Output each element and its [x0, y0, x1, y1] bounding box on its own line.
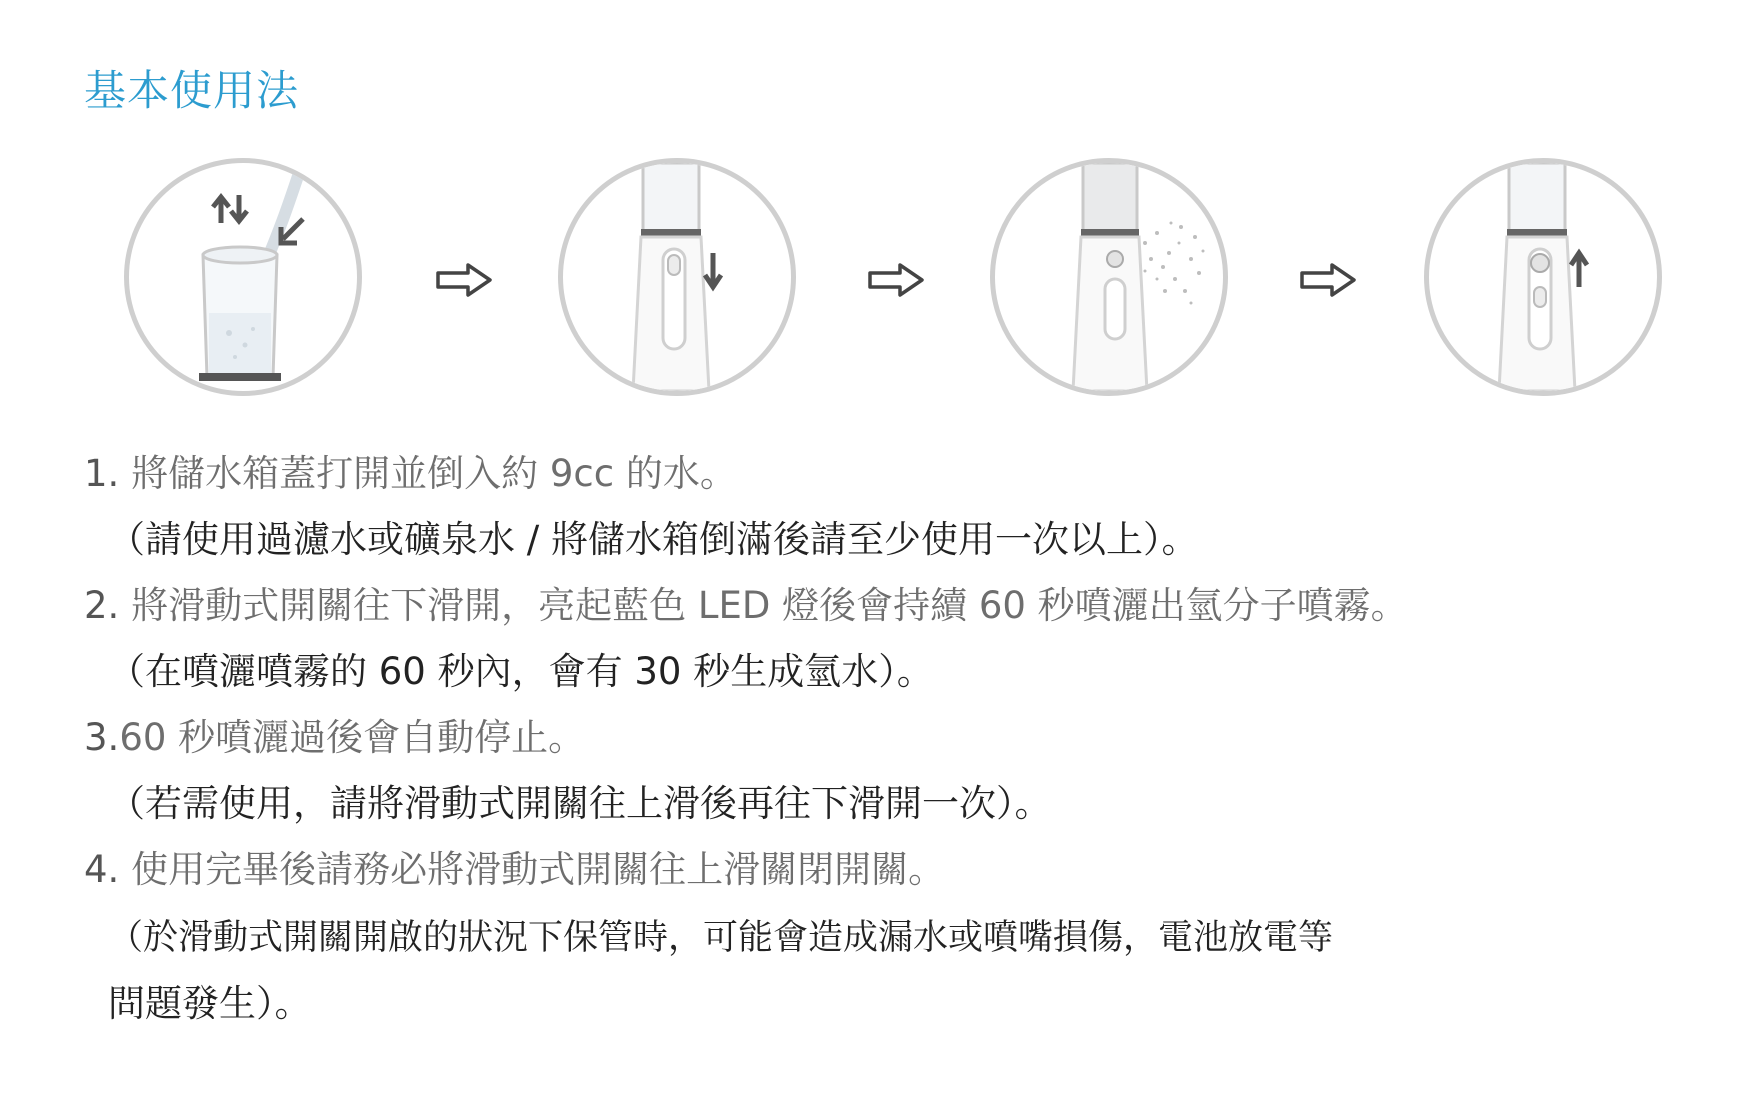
instruction-number: 2. — [84, 584, 120, 627]
mist-spray-icon — [995, 163, 1223, 391]
instruction-text: 將儲水箱蓋打開並倒入約 9cc 的水。 — [131, 452, 737, 495]
instruction-1 — [84, 452, 737, 496]
instruction-text: 將滑動式開關往下滑開，亮起藍色 LED 燈後會持續 60 秒噴灑出氫分子噴霧。 — [131, 584, 1408, 627]
page-title: 基本使用法 — [84, 66, 300, 115]
slide-switch-down-icon — [563, 163, 791, 391]
arrow-right-icon — [434, 262, 494, 298]
water-pour-glass-icon — [129, 163, 357, 391]
steps-illustration — [0, 158, 1763, 408]
step-4-circle — [1424, 158, 1662, 396]
instruction-number: 4. — [84, 848, 120, 891]
instruction-text: 60 秒噴灑過後會自動停止。 — [119, 716, 586, 759]
step-2-circle — [558, 158, 796, 396]
slide-switch-up-icon — [1429, 163, 1657, 391]
arrow-right-icon — [1298, 262, 1358, 298]
instruction-number: 3. — [84, 716, 120, 759]
step-3-circle — [990, 158, 1228, 396]
step-1-circle — [124, 158, 362, 396]
instruction-3-note: （若需使用，請將滑動式開關往上滑後再往下滑開一次）。 — [108, 782, 1052, 825]
instruction-2-note: （在噴灑噴霧的 60 秒內，會有 30 秒生成氫水）。 — [108, 650, 934, 693]
instruction-4 — [84, 848, 945, 892]
instruction-text: 使用完畢後請務必將滑動式開關往上滑關閉開關。 — [131, 848, 946, 891]
arrow-right-icon — [866, 262, 926, 298]
instruction-2 — [84, 584, 1408, 628]
instruction-1-note: （請使用過濾水或礦泉水 / 將儲水箱倒滿後請至少使用一次以上）。 — [108, 518, 1199, 561]
instruction-4-note: （於滑動式開關開啟的狀況下保管時，可能會造成漏水或噴嘴損傷，電池放電等 — [108, 918, 1334, 958]
instruction-number: 1. — [84, 452, 120, 495]
instruction-4-note-continued: 問題發生）。 — [108, 982, 312, 1025]
instruction-3 — [84, 716, 585, 760]
